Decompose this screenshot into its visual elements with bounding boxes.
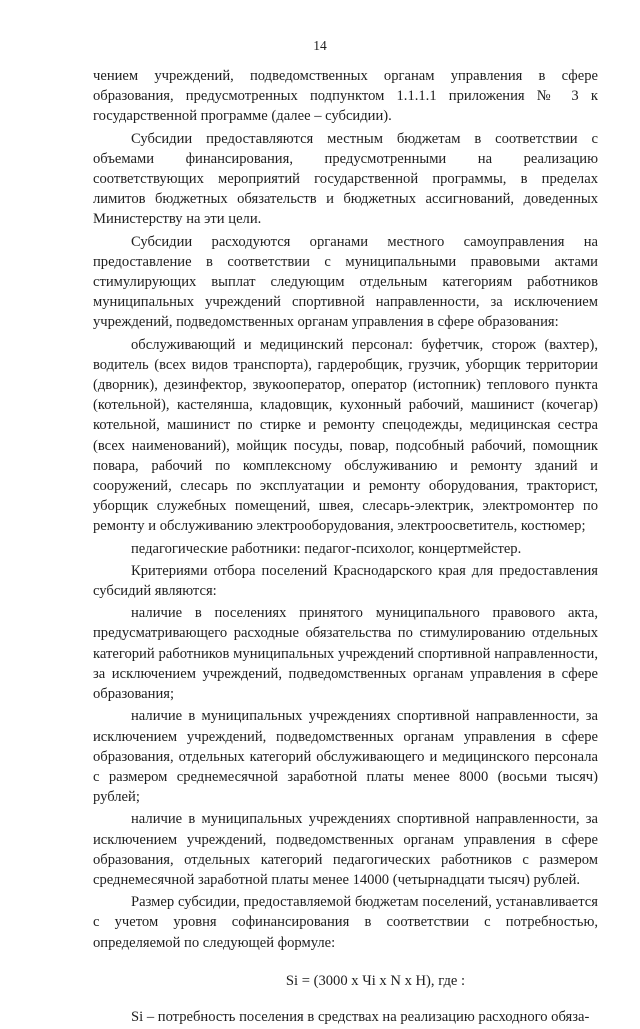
subsidy-formula: Si = (3000 x Чi x N x Н), где : [285, 972, 466, 989]
paragraph-subsidies-usage: Субсидии расходуются органами местного самоуправления на предоставление в соответствии с муниципальными правовыми актами стимулирующих выплат следующим отдельным категориям работников муниципальных учреждений спортивной направленности, за исключением учреждений, подведомственных органам управления в сфере образования: [93, 233, 598, 331]
paragraph-formula-definition: Si – потребность поселения в средствах на реализацию расходного обяза- [131, 1008, 590, 1025]
paragraph-criterion-service-salary: наличие в муниципальных учреждениях спортивной направленности, за исключением учреждений, подведомственных органам управления в сфере образования, отдельных категорий обслуживающего и медицинского персонала с размером среднемесячной заработной платы менее 8000 (восьми тысяч) рублей; [93, 708, 598, 806]
paragraph-service-staff: обслуживающий и медицинский персонал: буфетчик, сторож (вахтер), водитель (всех видов транспорта), гардеробщик, грузчик, уборщик территории (дворник), дезинфектор, звукооператор, оператор (истопник) теплового пункта (котельной), кастелянша, кладовщик, кухонный рабочий, машинист (кочегар) котельной, машинист по стирке и ремонту спецодежды, медицинская сестра (всех наименований), мойщик посуды, повар, подсобный рабочий, помощник повара, рабочий по комплексному обслуживанию и ремонту зданий и сооружений, слесарь по эксплуатации и ремонту оборудования, тракторист, уборщик служебных помещений, швея, слесарь-электрик, электромонтер по ремонту и обслуживанию электрооборудования, электроосветитель, костюмер; [93, 336, 598, 535]
paragraph-criterion-legal-act: наличие в поселениях принятого муниципального правового акта, предусматривающего расходные обязательства по стимулированию отдельных категорий работников муниципальных учреждений спортивной направленности, за исключением учреждений, подведомственных органам управления в сфере образования; [93, 605, 598, 703]
paragraph-subsidy-size: Размер субсидии, предоставляемой бюджетам поселений, устанавливается с учетом уровня софинансирования в соответствии с потребностью, определяемой по следующей формуле: [93, 894, 598, 951]
document-body [93, 66, 598, 1029]
paragraph-criterion-teacher-salary: наличие в муниципальных учреждениях спортивной направленности, за исключением учреждений, подведомственных органам управления в сфере образования, отдельных категорий педагогических работников с размером среднемесячной заработной платы менее 14000 (четырнадцати тысяч) рублей. [93, 811, 598, 888]
paragraph-continuation: чением учреждений, подведомственных органам управления в сфере образования, предусмотренных подпунктом 1.1.1.1 приложения № 3 к государственной программе (далее – субсидии). [93, 68, 598, 125]
paragraph-pedagogical-staff: педагогические работники: педагог-психолог, концертмейстер. [131, 540, 522, 557]
page-number: 14 [313, 38, 327, 53]
paragraph-subsidies-provision: Субсидии предоставляются местным бюджетам в соответствии с объемами финансирования, предусмотренными на реализацию соответствующих мероприятий государственной программы, в пределах лимитов бюджетных обязательств и бюджетных ассигнований, доведенных Министерству на эти цели. [93, 130, 598, 228]
paragraph-selection-criteria: Критериями отбора поселений Краснодарского края для предоставления субсидий являются: [93, 562, 598, 600]
